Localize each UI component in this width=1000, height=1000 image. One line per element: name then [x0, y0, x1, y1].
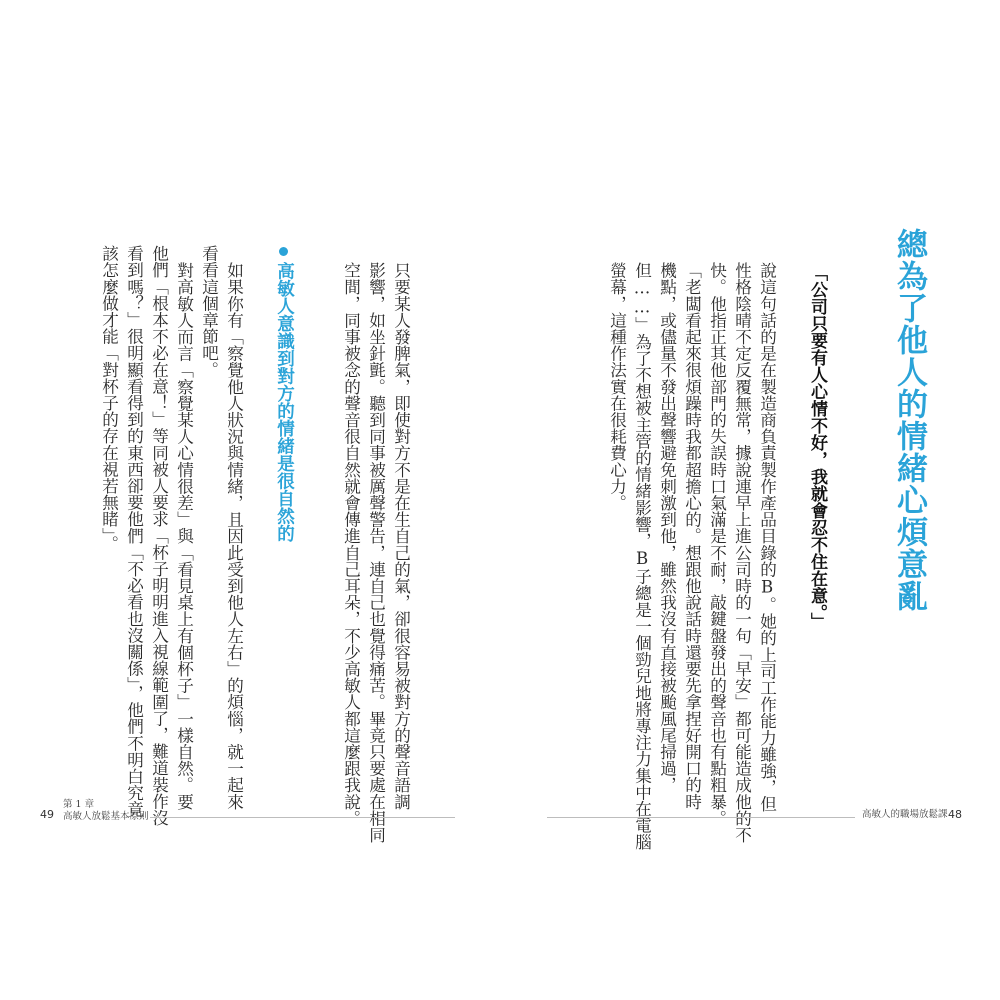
body-line: 看看這個章節吧。 — [199, 245, 219, 378]
footer-rule — [150, 817, 455, 818]
running-footer-chapter: 第 1 章 — [63, 799, 95, 810]
body-line: 快。他指正其他部門的失誤時口氣滿是不耐，敲鍵盤發出的聲音也有點粗暴。 — [707, 262, 727, 827]
body-line: 說這句話的是在製造商負責製作產品目錄的B。她的上司工作能力雖強，但 — [757, 262, 777, 813]
opening-quote: 「公司只要有人心情不好，我就會忍不住在意。」 — [807, 264, 827, 630]
body-line: 「老闆看起來很煩躁時我都超擔心的。想跟他說話時還要先拿捏好開口的時 — [682, 262, 702, 810]
body-line: 對高敏人而言「察覺某人心情很差」與「看見桌上有個杯子」一樣自然。要 — [174, 262, 194, 810]
page-number: 48 — [948, 808, 962, 821]
subheading: 高敏人意識到對方的情緒是很自然的 — [274, 262, 295, 542]
running-footer-title: 高敏人放鬆基本原則 — [63, 811, 149, 822]
body-line: 性格陰晴不定反覆無常，據說連早上進公司時的一句「早安」都可能造成他的不 — [732, 262, 752, 843]
body-line: 他們「根本不必在意！」等同被人要求「杯子明明進入視線範圍了，難道裝作沒 — [149, 245, 169, 826]
body-line: 但……」為了不想被主管的情緒影響，B子總是一個勁兒地將專注力集中在電腦 — [632, 262, 652, 851]
body-line: 只要某人發脾氣，即使對方不是在生自己的氣，卻很容易被對方的聲音語調 — [391, 262, 411, 810]
body-line: 如果你有「察覺他人狀況與情緒，且因此受到他人左右」的煩惱，就一起來 — [224, 262, 244, 810]
footer-rule — [547, 817, 855, 818]
bullet-icon — [279, 247, 288, 256]
body-line: 影響，如坐針氈。聽到同事被厲聲警告，連自己也覺得痛苦。畢竟只要處在相同 — [366, 262, 386, 843]
page-number: 49 — [40, 808, 54, 821]
body-line: 空間，同事被念的聲音很自然就會傳進自己耳朵，不少高敏人都這麼跟我說。 — [341, 262, 361, 827]
section-title: 總為了他人的情緒心煩意亂 — [891, 228, 927, 612]
running-footer-title: 高敏人的職場放鬆課 — [862, 809, 948, 820]
body-line: 看到嗎？」很明顯看得到的東西卻要他們「不必看也沒關係」，他們不明白究竟 — [124, 245, 144, 818]
body-line: 該怎麼做才能「對杯子的存在視若無睹」。 — [99, 245, 119, 553]
body-line: 機點，或儘量不發出聲響避免刺激到他，雖然我沒有直接被颱風尾掃過， — [657, 262, 677, 794]
body-line: 螢幕，這種作法實在很耗費心力。 — [607, 262, 627, 511]
